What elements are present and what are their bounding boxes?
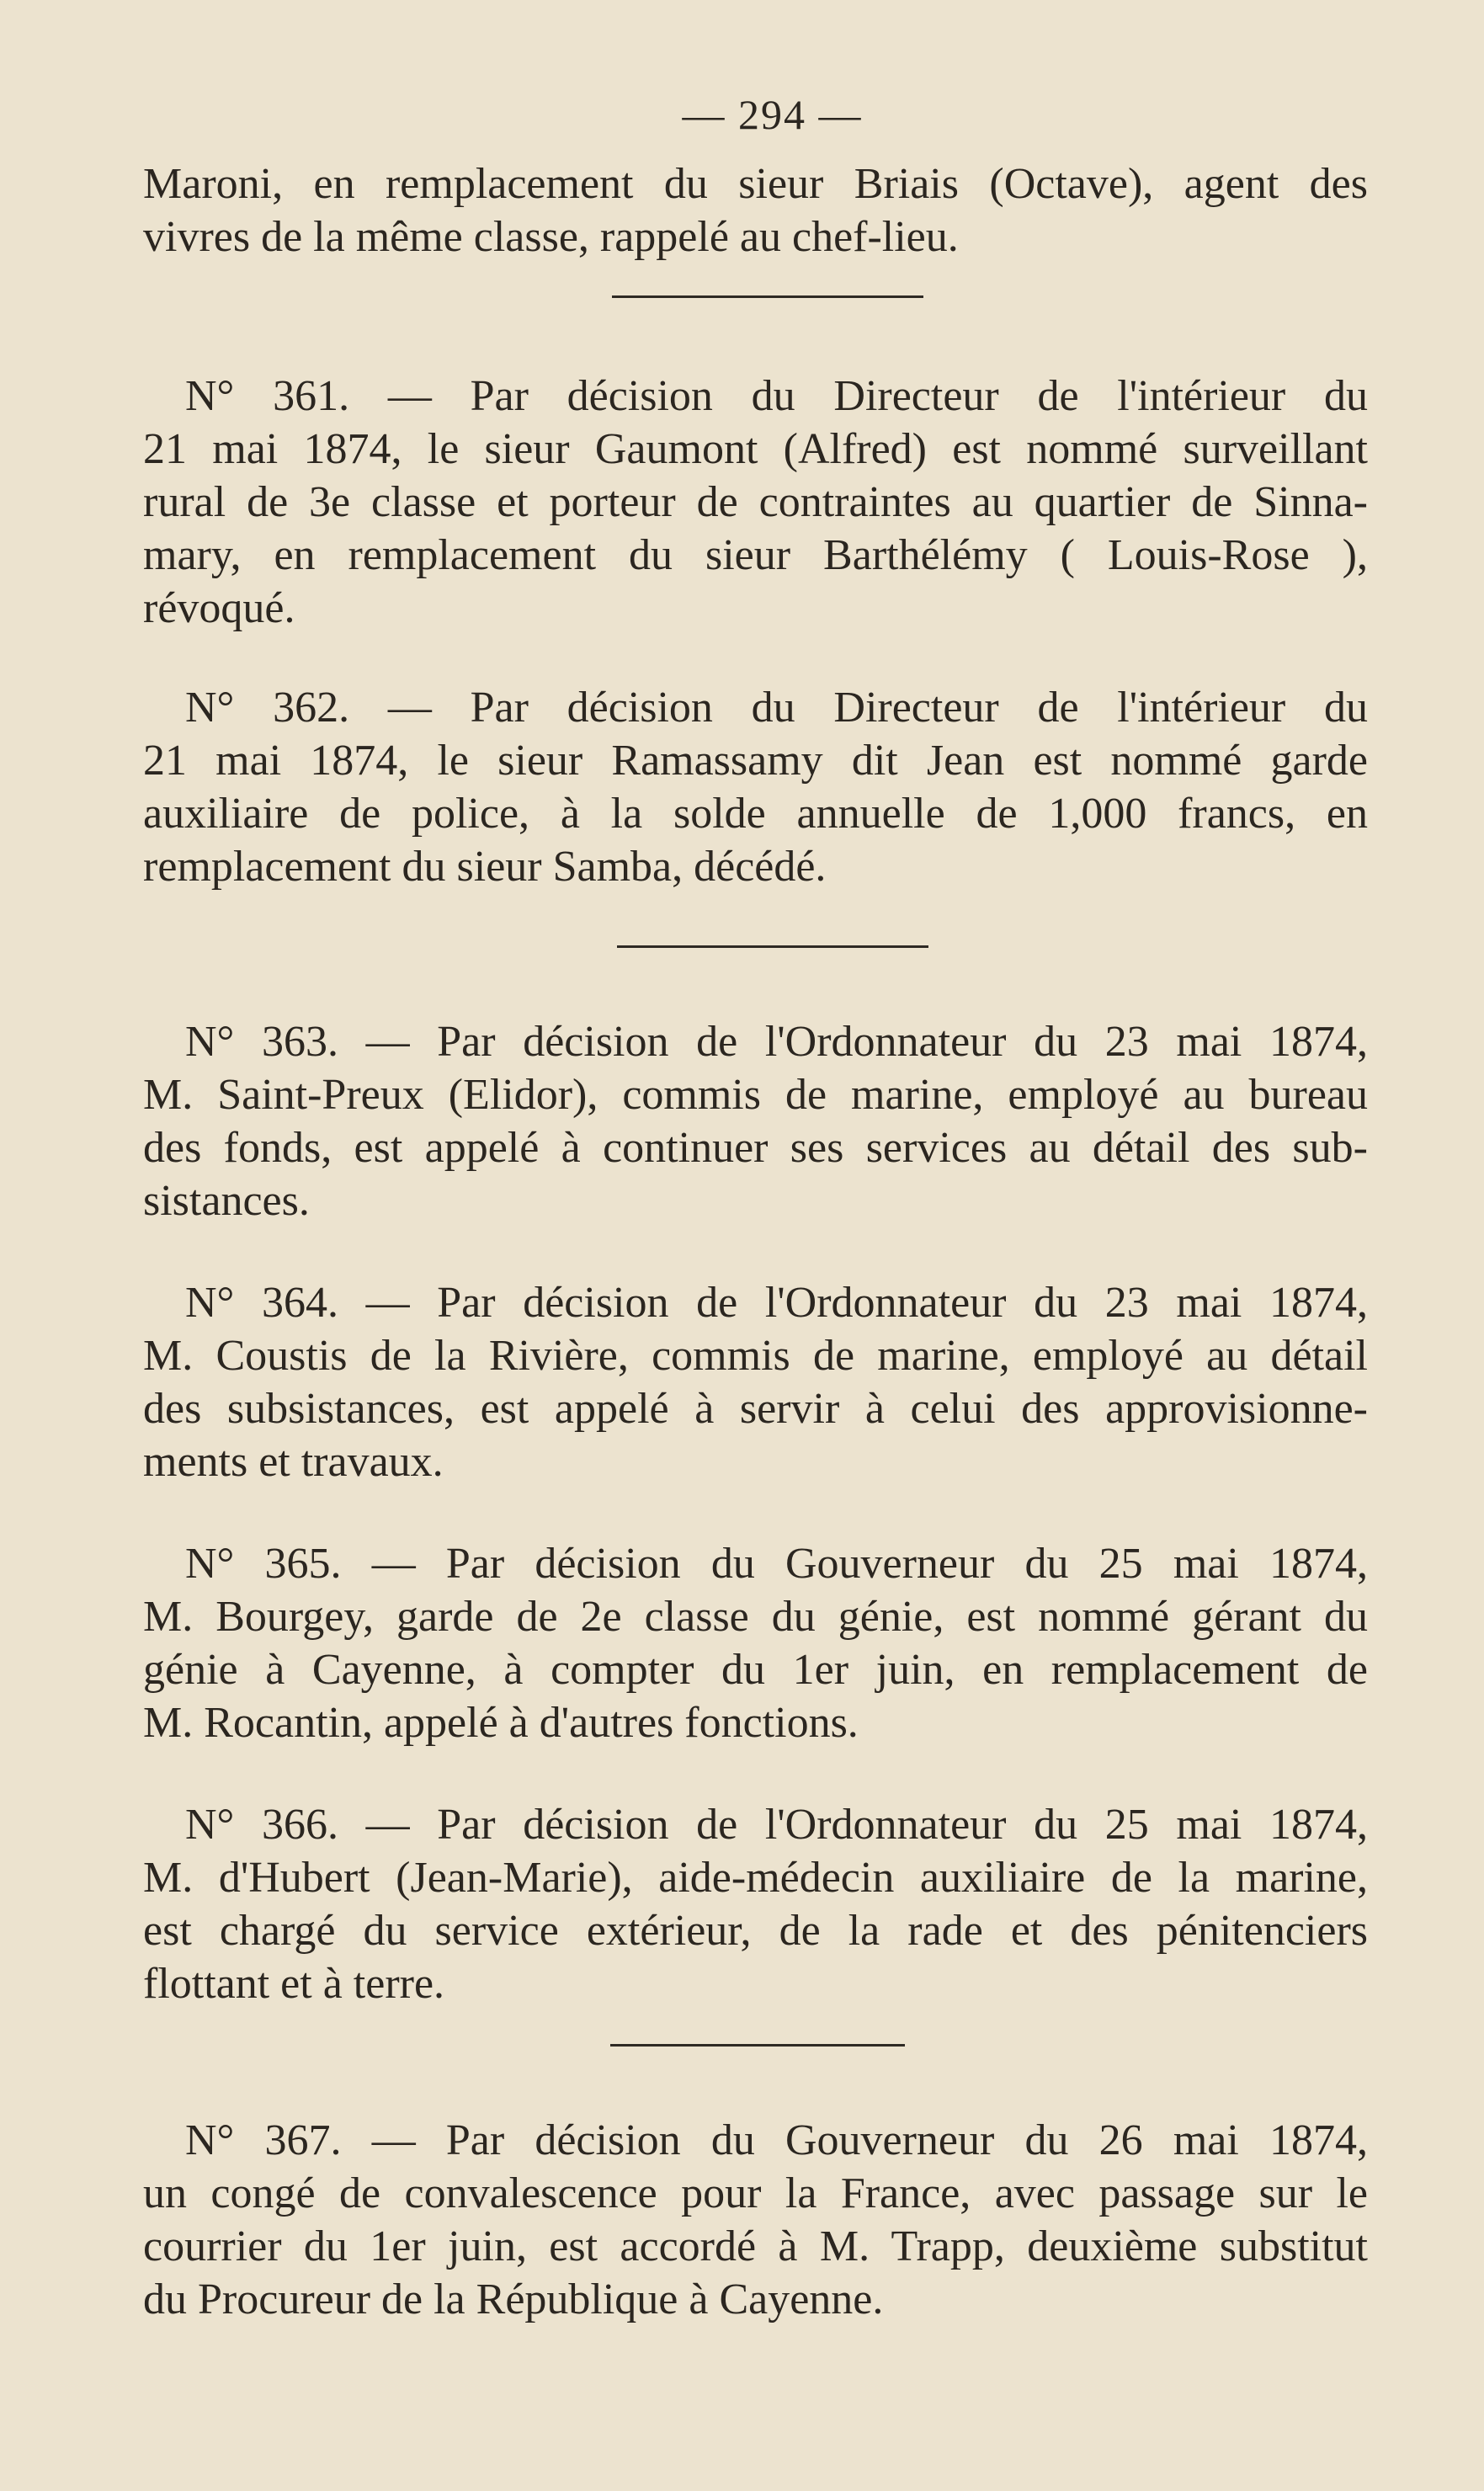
text-line: révoqué. [143,584,295,632]
entry-366 [143,1798,1368,2010]
text-line: M. Saint-Preux (Elidor), commis de marine, employé au bureau [143,1071,1368,1119]
text-line: mary, en remplacement du sieur Barthélémy ( Louis-Rose ), [143,531,1368,579]
text-line: 21 mai 1874, le sieur Ramassamy dit Jean est nommé garde [143,737,1368,785]
text-line: des subsistances, est appelé à servir à celui des approvisionne- [143,1385,1368,1433]
entry-363 [143,1015,1368,1227]
text-line: rural de 3e classe et porteur de contraintes au quartier de Sinna- [143,478,1368,526]
text-line: courrier du 1er juin, est accordé à M. Trapp, deuxième substitut [143,2222,1368,2270]
text-line: N° 365. — Par décision du Gouverneur du 25 mai 1874, [185,1540,1368,1588]
text-line: un congé de convalescence pour la France, avec passage sur le [143,2169,1368,2217]
text-line: 21 mai 1874, le sieur Gaumont (Alfred) est nommé surveillant [143,425,1368,473]
text-line: du Procureur de la République à Cayenne. [143,2275,884,2323]
text-line: N° 361. — Par décision du Directeur de l'intérieur du [185,372,1368,420]
text-line: est chargé du service extérieur, de la rade et des pénitenciers [143,1907,1368,1955]
text-line: N° 366. — Par décision de l'Ordonnateur du 25 mai 1874, [185,1801,1368,1849]
text-line: sistances. [143,1177,310,1225]
text-line: des fonds, est appelé à continuer ses services au détail des sub- [143,1124,1368,1172]
text-line: remplacement du sieur Samba, décédé. [143,843,827,891]
entry-364 [143,1276,1368,1488]
entry-361 [143,370,1368,635]
text-line: M. d'Hubert (Jean-Marie), aide-médecin auxiliaire de la marine, [143,1854,1368,1902]
text-line: N° 362. — Par décision du Directeur de l'intérieur du [185,684,1368,732]
page-number: — 294 — [682,91,863,138]
text-line: N° 367. — Par décision du Gouverneur du 26 mai 1874, [185,2116,1368,2164]
text-line: N° 363. — Par décision de l'Ordonnateur du 23 mai 1874, [185,1018,1368,1066]
entry-365 [143,1537,1368,1749]
text-line: vivres de la même classe, rappelé au chef-lieu. [143,213,959,261]
entry-367 [143,2114,1368,2326]
text-line: flottant et à terre. [143,1960,445,2008]
text-line: génie à Cayenne, à compter du 1er juin, en remplacement de [143,1646,1368,1694]
text-line: M. Rocantin, appelé à d'autres fonctions. [143,1699,859,1747]
intro-paragraph [143,157,1368,263]
text-line: Maroni, en remplacement du sieur Briais (Octave), agent des [143,160,1368,208]
text-line: ments et travaux. [143,1438,444,1486]
text-line: M. Bourgey, garde de 2e classe du génie, est nommé gérant du [143,1593,1368,1641]
text-line: M. Coustis de la Rivière, commis de marine, employé au détail [143,1332,1368,1380]
text-line: auxiliaire de police, à la solde annuelle de 1,000 francs, en [143,790,1368,838]
text-line: N° 364. — Par décision de l'Ordonnateur du 23 mai 1874, [185,1279,1368,1327]
entry-362 [143,681,1368,893]
